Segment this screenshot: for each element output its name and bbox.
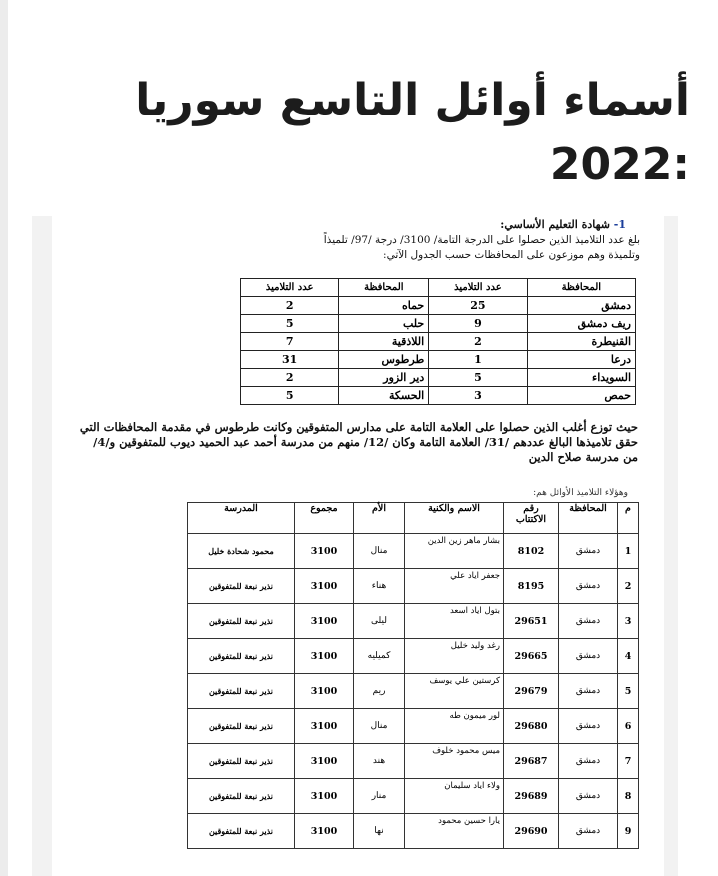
column-header: رقم الاكتتاب bbox=[504, 503, 559, 534]
school-cell: نذير نبعة للمتفوقين bbox=[188, 814, 295, 849]
governorate-cell: دمشق bbox=[559, 709, 618, 744]
total-score-cell: 3100 bbox=[295, 639, 354, 674]
student-count-cell: 7 bbox=[241, 333, 339, 351]
section-heading bbox=[196, 218, 626, 231]
student-count-cell: 5 bbox=[241, 387, 339, 405]
mother-name-cell: هند bbox=[354, 744, 405, 779]
student-name-cell: رغد وليد خليل bbox=[405, 639, 504, 674]
student-count-cell: 5 bbox=[241, 315, 339, 333]
exam-number-cell: 29651 bbox=[504, 604, 559, 639]
index-cell: 1 bbox=[618, 534, 639, 569]
section-heading-text: شهادة التعليم الأساسي: bbox=[500, 218, 610, 231]
table-row bbox=[188, 639, 639, 674]
student-name-cell: بشار ماهر زين الدين bbox=[405, 534, 504, 569]
table-row bbox=[188, 569, 639, 604]
exam-number-cell: 29680 bbox=[504, 709, 559, 744]
governorate-cell: دمشق bbox=[527, 297, 635, 315]
students-header-row bbox=[188, 503, 639, 534]
school-cell: نذير نبعة للمتفوقين bbox=[188, 779, 295, 814]
index-cell: 5 bbox=[618, 674, 639, 709]
index-cell: 2 bbox=[618, 569, 639, 604]
governorate-cell: دمشق bbox=[559, 744, 618, 779]
governorate-cell: دمشق bbox=[559, 569, 618, 604]
table-row bbox=[188, 779, 639, 814]
exam-number-cell: 8102 bbox=[504, 534, 559, 569]
school-cell: نذير نبعة للمتفوقين bbox=[188, 744, 295, 779]
table-row bbox=[241, 351, 636, 369]
total-score-cell: 3100 bbox=[295, 709, 354, 744]
governorate-cell: دمشق bbox=[559, 674, 618, 709]
school-cell: نذير نبعة للمتفوقين bbox=[188, 604, 295, 639]
total-score-cell: 3100 bbox=[295, 674, 354, 709]
total-score-cell: 3100 bbox=[295, 814, 354, 849]
governorate-cell: السويداء bbox=[527, 369, 635, 387]
column-header: الأم bbox=[354, 503, 405, 534]
mother-name-cell: ليلى bbox=[354, 604, 405, 639]
intro-line-2: وتلميذة وهم موزعون على المحافظات حسب الجدول الآتي: bbox=[383, 249, 640, 261]
index-cell: 7 bbox=[618, 744, 639, 779]
index-cell: 3 bbox=[618, 604, 639, 639]
mother-name-cell: هناء bbox=[354, 569, 405, 604]
governorate-cell: دمشق bbox=[559, 779, 618, 814]
article-image-card[interactable] bbox=[32, 216, 678, 876]
table-row bbox=[241, 297, 636, 315]
total-score-cell: 3100 bbox=[295, 604, 354, 639]
index-cell: 4 bbox=[618, 639, 639, 674]
table-row bbox=[188, 744, 639, 779]
student-count-cell: 5 bbox=[429, 369, 527, 387]
exam-number-cell: 29687 bbox=[504, 744, 559, 779]
left-scroll-rail bbox=[0, 0, 8, 876]
column-header: الاسم والكنية bbox=[405, 503, 504, 534]
governorate-cell: دمشق bbox=[559, 604, 618, 639]
governorate-cell: دير الزور bbox=[339, 369, 429, 387]
index-cell: 9 bbox=[618, 814, 639, 849]
mother-name-cell: منار bbox=[354, 779, 405, 814]
column-header: المحافظة bbox=[559, 503, 618, 534]
student-count-cell: 1 bbox=[429, 351, 527, 369]
governorates-table bbox=[240, 278, 636, 405]
exam-number-cell: 8195 bbox=[504, 569, 559, 604]
student-count-cell: 3 bbox=[429, 387, 527, 405]
student-name-cell: يارا حسين محمود bbox=[405, 814, 504, 849]
governorate-cell: القنيطرة bbox=[527, 333, 635, 351]
mother-name-cell: منال bbox=[354, 709, 405, 744]
table-row bbox=[241, 315, 636, 333]
exam-number-cell: 29679 bbox=[504, 674, 559, 709]
index-cell: 8 bbox=[618, 779, 639, 814]
student-name-cell: كرستين علي يوسف bbox=[405, 674, 504, 709]
column-header: مجموع bbox=[295, 503, 354, 534]
column-header: عدد التلاميذ bbox=[241, 279, 339, 297]
top-students-table bbox=[187, 502, 639, 849]
governorate-cell: دمشق bbox=[559, 814, 618, 849]
table-row bbox=[241, 387, 636, 405]
total-score-cell: 3100 bbox=[295, 569, 354, 604]
column-header: م bbox=[618, 503, 639, 534]
student-count-cell: 25 bbox=[429, 297, 527, 315]
table-row bbox=[188, 534, 639, 569]
student-name-cell: جعفر اياد علي bbox=[405, 569, 504, 604]
governorate-cell: حمص bbox=[527, 387, 635, 405]
governorate-cell: دمشق bbox=[559, 534, 618, 569]
school-cell: نذير نبعة للمتفوقين bbox=[188, 674, 295, 709]
governorate-cell: درعا bbox=[527, 351, 635, 369]
student-count-cell: 31 bbox=[241, 351, 339, 369]
article-title: أسماء أوائل التاسع سوريا :2022 bbox=[135, 75, 690, 191]
total-score-cell: 3100 bbox=[295, 744, 354, 779]
distribution-paragraph: حيث توزع أغلب الذين حصلوا على العلامة التامة على مدارس المتفوقين وكانت طرطوس في مقدمة المحافظات التي حقق تلاميذها البالغ عددهم /31/ العلامة التامة وكان /12/ منهم من مدرسة أحمد عبد الحميد ديوب للمتفوقين و/4/ من مدرسة صلاح الدين bbox=[79, 420, 638, 464]
mother-name-cell: كميليه bbox=[354, 639, 405, 674]
scanned-document bbox=[52, 216, 664, 876]
top-students-intro: وهؤلاء التلاميذ الأوائل هم: bbox=[533, 488, 628, 498]
mother-name-cell: منال bbox=[354, 534, 405, 569]
table-row bbox=[188, 814, 639, 849]
governorates-header-row bbox=[241, 279, 636, 297]
table-row bbox=[241, 369, 636, 387]
student-count-cell: 9 bbox=[429, 315, 527, 333]
student-name-cell: لور ميمون طه bbox=[405, 709, 504, 744]
exam-number-cell: 29690 bbox=[504, 814, 559, 849]
student-count-cell: 2 bbox=[241, 369, 339, 387]
total-score-cell: 3100 bbox=[295, 534, 354, 569]
exam-number-cell: 29689 bbox=[504, 779, 559, 814]
total-score-cell: 3100 bbox=[295, 779, 354, 814]
school-cell: نذير نبعة للمتفوقين bbox=[188, 639, 295, 674]
student-count-cell: 2 bbox=[429, 333, 527, 351]
governorate-cell: ريف دمشق bbox=[527, 315, 635, 333]
student-name-cell: ميس محمود خلوف bbox=[405, 744, 504, 779]
school-cell: نذير نبعة للمتفوقين bbox=[188, 569, 295, 604]
governorate-cell: الحسكة bbox=[339, 387, 429, 405]
index-cell: 6 bbox=[618, 709, 639, 744]
column-header: المدرسة bbox=[188, 503, 295, 534]
table-row bbox=[241, 333, 636, 351]
school-cell: محمود شحادة خليل bbox=[188, 534, 295, 569]
governorate-cell: حماه bbox=[339, 297, 429, 315]
student-count-cell: 2 bbox=[241, 297, 339, 315]
school-cell: نذير نبعة للمتفوقين bbox=[188, 709, 295, 744]
column-header: المحافظة bbox=[527, 279, 635, 297]
governorate-cell: دمشق bbox=[559, 639, 618, 674]
mother-name-cell: نها bbox=[354, 814, 405, 849]
table-row bbox=[188, 674, 639, 709]
exam-number-cell: 29665 bbox=[504, 639, 559, 674]
governorate-cell: طرطوس bbox=[339, 351, 429, 369]
table-row bbox=[188, 709, 639, 744]
governorate-cell: حلب bbox=[339, 315, 429, 333]
governorate-cell: اللاذقية bbox=[339, 333, 429, 351]
mother-name-cell: ريم bbox=[354, 674, 405, 709]
intro-line-1: بلغ عدد التلاميذ الذين حصلوا على الدرجة التامة/ 3100/ درجة /97/ تلميذاً bbox=[323, 234, 640, 246]
table-row bbox=[188, 604, 639, 639]
student-name-cell: ولاء اياد سليمان bbox=[405, 779, 504, 814]
student-name-cell: بتول اياد اسعد bbox=[405, 604, 504, 639]
column-header: المحافظة bbox=[339, 279, 429, 297]
column-header: عدد التلاميذ bbox=[429, 279, 527, 297]
section-number: 1- bbox=[613, 218, 626, 231]
